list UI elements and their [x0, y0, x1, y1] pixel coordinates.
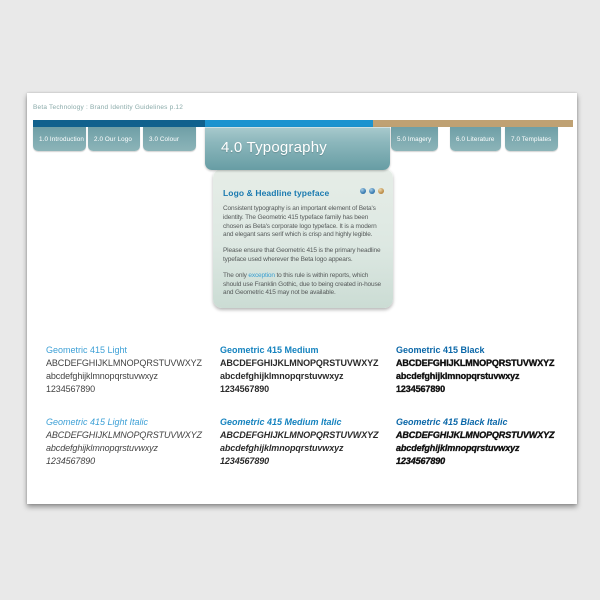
specimen-light-uppercase: ABCDEFGHIJKLMNOPQRSTUVWXYZ — [46, 358, 202, 368]
accent-bar — [33, 120, 573, 127]
tab-colour[interactable] — [143, 127, 196, 151]
tab-our-logo[interactable] — [88, 127, 140, 151]
tab-templates-label: 7.0 Templates — [511, 135, 552, 143]
panel-paragraph-1: Consistent typography is an important element of Beta's identity. The Geometric 415 typeface family has been chosen as Beta's corporate logo typeface. It is a modern and elegant sans serif which is crisp and highly legible. — [223, 205, 377, 239]
specimen-light-italic-lowercase: abcdefghijklmnopqrstuvwxyz — [46, 443, 158, 453]
accent-bar-segment-dark-blue — [33, 120, 205, 127]
specimen-light-italic-digits: 1234567890 — [46, 456, 96, 466]
specimen-light-italic-name: Geometric 415 Light Italic — [46, 417, 149, 427]
specimen-black-italic-digits: 1234567890 — [396, 456, 446, 466]
guidelines-page — [27, 93, 577, 504]
specimen-light-italic-uppercase: ABCDEFGHIJKLMNOPQRSTUVWXYZ — [46, 430, 202, 440]
panel-paragraph-3 — [223, 272, 383, 298]
paragraph-3-before: The only — [223, 271, 249, 279]
accent-bar-segment-tan — [373, 120, 573, 127]
specimen-medium-italic-digits: 1234567890 — [220, 456, 270, 466]
tab-literature-label: 6.0 Literature — [456, 135, 495, 143]
specimen-black-italic-lowercase: abcdefghijklmnopqrstuvwxyz — [396, 443, 520, 453]
specimen-black-italic-name: Geometric 415 Black Italic — [396, 417, 508, 427]
accent-bar-segment-bright-blue — [205, 120, 373, 127]
specimen-light-digits: 1234567890 — [46, 384, 96, 394]
tab-colour-label: 3.0 Colour — [149, 135, 180, 143]
specimen-light-name: Geometric 415 Light — [46, 345, 128, 355]
specimen-medium-italic-name: Geometric 415 Medium Italic — [220, 417, 342, 427]
specimen-medium-lowercase: abcdefghijklmnopqrstuvwxyz — [220, 371, 344, 381]
tab-literature[interactable] — [450, 127, 501, 151]
specimen-black-lowercase: abcdefghijklmnopqrstuvwxyz — [396, 371, 520, 381]
specimen-light-italic — [46, 416, 218, 468]
nav-dot-icon-1[interactable] — [360, 188, 366, 194]
specimen-light-lowercase: abcdefghijklmnopqrstuvwxyz — [46, 371, 158, 381]
specimen-medium-digits: 1234567890 — [220, 384, 270, 394]
tab-templates[interactable] — [505, 127, 558, 151]
specimen-medium — [220, 344, 392, 396]
panel-nav-dots — [360, 188, 384, 194]
specimen-black-name: Geometric 415 Black — [396, 345, 485, 355]
specimen-medium-italic-lowercase: abcdefghijklmnopqrstuvwxyz — [220, 443, 344, 453]
panel-title: Logo & Headline typeface — [223, 188, 330, 198]
specimen-black-uppercase: ABCDEFGHIJKLMNOPQRSTUVWXYZ — [396, 358, 555, 368]
panel-paragraph-2: Please ensure that Geometric 415 is the primary headline typeface used wherever the Beta logo appears. — [223, 247, 381, 263]
tab-introduction[interactable] — [33, 127, 86, 151]
specimen-medium-uppercase: ABCDEFGHIJKLMNOPQRSTUVWXYZ — [220, 358, 379, 368]
specimen-medium-italic — [220, 416, 392, 468]
tab-introduction-label: 1.0 Introduction — [39, 135, 85, 143]
nav-dot-icon-3[interactable] — [378, 188, 384, 194]
tab-our-logo-label: 2.0 Our Logo — [94, 135, 132, 143]
specimen-light — [46, 344, 218, 396]
tab-typography-label: 4.0 Typography — [221, 139, 327, 156]
paragraph-3-after: to this rule is within reports, which should use Franklin Gothic, due to being created in-house and Geometric 415 may not be available. — [223, 271, 382, 297]
tab-imagery[interactable] — [391, 127, 438, 151]
specimen-medium-name: Geometric 415 Medium — [220, 345, 319, 355]
nav-dot-icon-2[interactable] — [369, 188, 375, 194]
specimen-medium-italic-uppercase: ABCDEFGHIJKLMNOPQRSTUVWXYZ — [220, 430, 379, 440]
specimen-black-italic — [396, 416, 568, 468]
specimen-black-italic-uppercase: ABCDEFGHIJKLMNOPQRSTUVWXYZ — [396, 430, 555, 440]
typeface-info-panel — [213, 168, 393, 308]
specimen-black-digits: 1234567890 — [396, 384, 446, 394]
specimen-black — [396, 344, 568, 396]
exception-link[interactable]: exception — [248, 271, 275, 279]
tab-imagery-label: 5.0 Imagery — [397, 135, 432, 143]
breadcrumb: Beta Technology : Brand Identity Guidelines p.12 — [33, 104, 184, 111]
tab-typography-active[interactable] — [205, 127, 390, 170]
